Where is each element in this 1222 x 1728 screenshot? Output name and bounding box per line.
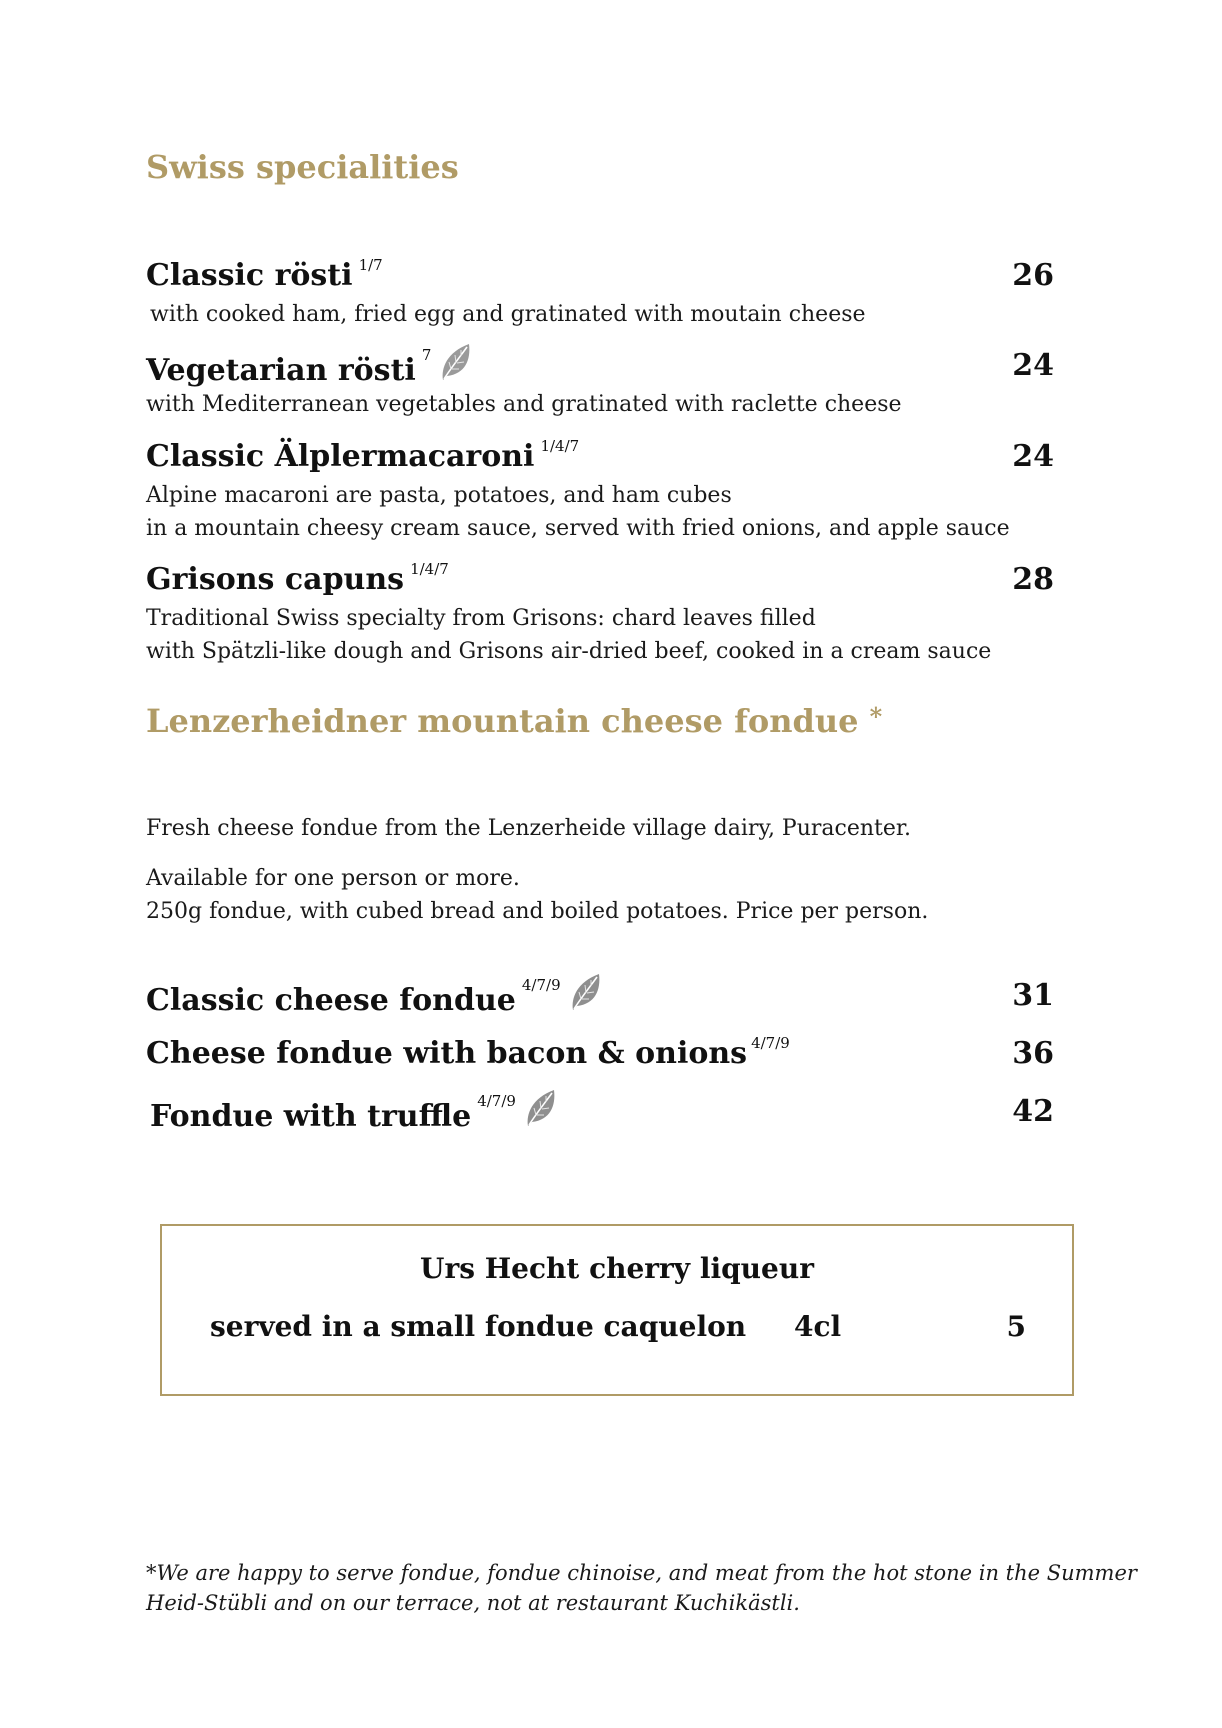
dish-classic-cheese-fondue [146, 978, 603, 1026]
dish-name: Grisons capuns [146, 562, 405, 597]
fondue-details: 250g fondue, with cubed bread and boiled potatoes. Price per person. [146, 899, 929, 924]
dish-name: Classic rösti [146, 258, 353, 293]
liqueur-price: 5 [1006, 1310, 1026, 1343]
dish-name: Classic cheese fondue [146, 983, 516, 1018]
dish-price: 26 [1012, 258, 1054, 293]
dish-fondue-with-truffle [150, 1094, 558, 1142]
dish-description: with cooked ham, fried egg and gratinated with moutain cheese [150, 302, 866, 327]
dish-price: 42 [1012, 1094, 1054, 1129]
liqueur-title: Urs Hecht cherry liqueur [420, 1252, 814, 1285]
dish-name: Classic Älplermacaroni [146, 439, 535, 474]
leaf-icon [524, 1088, 558, 1136]
liqueur-item: served in a small fondue caquelon [210, 1310, 747, 1343]
dish-grisons-capuns [146, 562, 449, 597]
liqueur-box [160, 1224, 1074, 1396]
dish-description: with Mediterranean vegetables and gratinated with raclette cheese [146, 392, 902, 417]
dish-description-line-1: Traditional Swiss specialty from Grisons: chard leaves filled [146, 606, 816, 631]
dish-price: 31 [1012, 978, 1054, 1013]
liqueur-volume: 4cl [794, 1310, 842, 1343]
fondue-availability: Available for one person or more. [146, 866, 520, 891]
dish-name: Cheese fondue with bacon & onions [146, 1036, 748, 1071]
dish-price: 24 [1012, 439, 1054, 474]
dish-name: Vegetarian rösti [146, 353, 416, 388]
section-heading-fondue [146, 702, 882, 740]
section-heading-swiss: Swiss specialities [146, 148, 459, 186]
allergen-codes: 1/4/7 [540, 437, 580, 455]
allergen-codes: 4/7/9 [751, 1034, 790, 1052]
footnote-line-2: Heid-Stübli and on our terrace, not at restaurant Kuchikästli. [146, 1591, 800, 1615]
dish-price: 36 [1012, 1036, 1054, 1071]
dish-description-line-1: Alpine macaroni are pasta, potatoes, and ham cubes [146, 483, 732, 508]
dish-price: 28 [1012, 562, 1054, 597]
dish-classic-alplermacaroni [146, 439, 579, 474]
footnote [146, 1558, 1137, 1618]
footnote-line-1: *We are happy to serve fondue, fondue chinoise, and meat from the hot stone in the Summer [146, 1561, 1137, 1585]
dish-cheese-fondue-bacon-onions [146, 1036, 790, 1071]
allergen-codes: 1/7 [358, 256, 383, 274]
dish-name: Fondue with truffle [150, 1099, 472, 1134]
dish-description-line-2: with Spätzli-like dough and Grisons air-dried beef, cooked in a cream sauce [146, 639, 992, 664]
allergen-codes: 1/4/7 [410, 560, 449, 578]
allergen-codes: 7 [421, 346, 432, 364]
allergen-codes: 4/7/9 [477, 1092, 516, 1110]
dish-classic-rosti [146, 258, 383, 293]
dish-price: 24 [1012, 348, 1054, 383]
allergen-codes: 4/7/9 [521, 976, 561, 994]
leaf-icon [569, 972, 603, 1020]
section-title: Lenzerheidner mountain cheese fondue [146, 702, 859, 740]
fondue-intro: Fresh cheese fondue from the Lenzerheide village dairy, Puracenter. [146, 816, 911, 841]
footnote-asterisk: * [869, 702, 883, 731]
leaf-icon [439, 342, 473, 390]
dish-description-line-2: in a mountain cheesy cream sauce, served with fried onions, and apple sauce [146, 516, 1010, 541]
